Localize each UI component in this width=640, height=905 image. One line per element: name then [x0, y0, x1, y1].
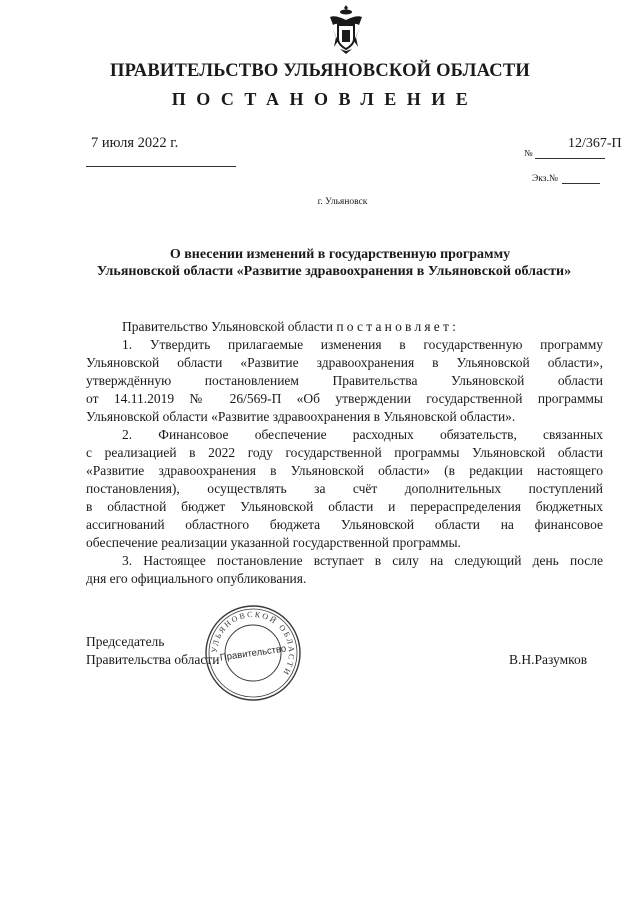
paragraph-2-line: «Развитие здравоохранения в Ульяновской области» (в редакции настоящего	[86, 463, 603, 478]
document-date: 7 июля 2022 г.	[91, 135, 179, 151]
paragraph-3-line: 3. Настоящее постановление вступает в силу на следующий день после	[122, 553, 603, 568]
paragraph-1-line: 1. Утвердить прилагаемые изменения в государственную программу	[122, 337, 603, 352]
document-type-title: ПОСТАНОВЛЕНИЕ	[171, 89, 479, 109]
preamble-verb: постановляет:	[336, 319, 460, 334]
organization-title: ПРАВИТЕЛЬСТВО УЛЬЯНОВСКОЙ ОБЛАСТИ	[110, 61, 530, 81]
date-underline	[86, 166, 236, 167]
paragraph-2-line: обеспечение реализации указанной государственной программы.	[86, 535, 461, 550]
paragraph-2-line: 2. Финансовое обеспечение расходных обязательств, связанных	[122, 427, 603, 442]
preamble-prefix: Правительство Ульяновской области	[122, 319, 337, 334]
number-sign: №	[524, 148, 533, 158]
copy-number-underline	[562, 183, 600, 184]
subject-line-1: О внесении изменений в государственную программу	[169, 247, 511, 262]
paragraph-1-line: Ульяновской области «Развитие здравоохранения в Ульяновской области».	[86, 409, 516, 424]
subject-line-2: Ульяновской области «Развитие здравоохранения в Ульяновской области»	[96, 264, 572, 279]
paragraph-2-line: в областной бюджет Ульяновской области и перераспределения бюджетных	[86, 499, 603, 514]
copy-number-label: Экз.№	[532, 174, 558, 184]
paragraph-2-line: ассигнований областного бюджета Ульяновской области на финансовое	[86, 517, 603, 532]
paragraph-2-line: с реализацией в 2022 году государственной программы Ульяновской области	[86, 445, 603, 460]
paragraph-1-line: от 14.11.2019 № 26/569-П «Об утверждении государственной программы	[86, 391, 603, 406]
seal-ring-text: УЛЬЯНОВСКОЙ ОБЛАСТИ	[209, 609, 297, 678]
coat-of-arms-icon	[326, 3, 366, 55]
signatory-name: В.Н.Разумков	[509, 652, 588, 667]
official-seal	[204, 604, 302, 702]
number-underline	[535, 158, 605, 159]
document-body	[86, 318, 603, 588]
signatory-title-line-1: Председатель	[86, 634, 165, 649]
paragraph-1-line: утверждённую постановлением Правительства Ульяновской области	[86, 373, 603, 388]
seal-center-text: Правительство	[219, 643, 287, 664]
document-number: 12/367-П	[568, 136, 622, 151]
signatory-title-line-2: Правительства области	[86, 652, 220, 667]
paragraph-3-line: дня его официального опубликования.	[86, 571, 307, 586]
preamble	[86, 318, 603, 336]
paragraph-1-line: Ульяновской области «Развитие здравоохранения в Ульяновской области»,	[86, 355, 603, 370]
paragraph-2-line: постановления), осуществлять за счёт дополнительных поступлений	[86, 481, 603, 496]
city: г. Ульяновск	[317, 197, 368, 207]
